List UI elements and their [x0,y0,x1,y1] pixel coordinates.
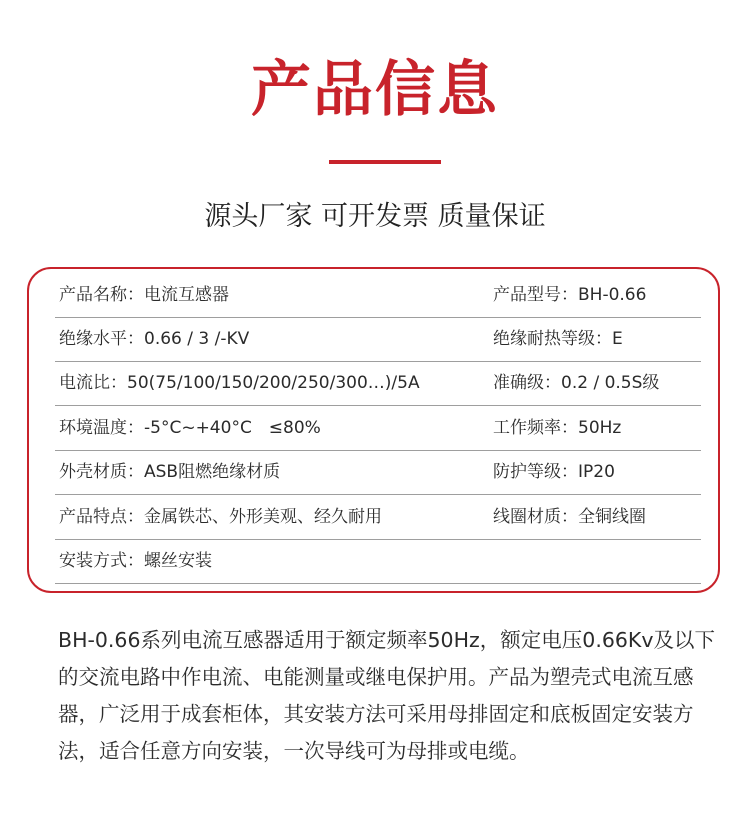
page-subtitle: 源头厂家 可开发票 质量保证 [204,201,546,232]
spec-insulation-level: 绝缘水平：0.66 / 3 /-KV [59,329,250,349]
spec-row-features [55,495,701,540]
spec-installation: 安装方式：螺丝安装 [59,551,212,571]
spec-coil-material: 线圈材质：全铜线圈 [493,507,646,527]
spec-product-name: 产品名称：电流互感器 [59,285,229,305]
spec-row-ratio [55,361,701,406]
title-underline [329,160,441,164]
spec-accuracy-class: 准确级：0.2 / 0.5S级 [493,373,660,393]
spec-row-insulation [55,317,701,362]
spec-product-model: 产品型号：BH-0.66 [493,285,647,305]
spec-features: 产品特点：金属铁芯、外形美观、经久耐用 [59,507,382,527]
product-description: BH-0.66系列电流互感器适用于额定频率50Hz，额定电压0.66Kv及以下的交流电路中作电流、电能测量或继电保护用。产品为塑壳式电流互感器，广泛用于成套柜体，其安装方法可采用母排固定和底板固定安装方法，适合任意方向安装，一次导线可为母排或电缆。 [58,628,715,763]
spec-protection-grade: 防护等级：IP20 [493,462,615,482]
spec-row-install [55,539,701,584]
page-title: 产品信息 [251,55,499,125]
spec-current-ratio: 电流比：50(75/100/150/200/250/300…)/5A [59,373,420,393]
spec-heat-class: 绝缘耐热等级：E [493,329,623,349]
spec-housing-material: 外壳材质：ASB阻燃绝缘材质 [59,462,281,482]
spec-ambient-temp: 环境温度：-5°C~+40°C ≤80% [59,418,321,438]
spec-row-name [55,273,701,318]
spec-row-housing [55,450,701,495]
spec-frequency: 工作频率：50Hz [493,418,622,438]
spec-row-environment [55,406,701,451]
